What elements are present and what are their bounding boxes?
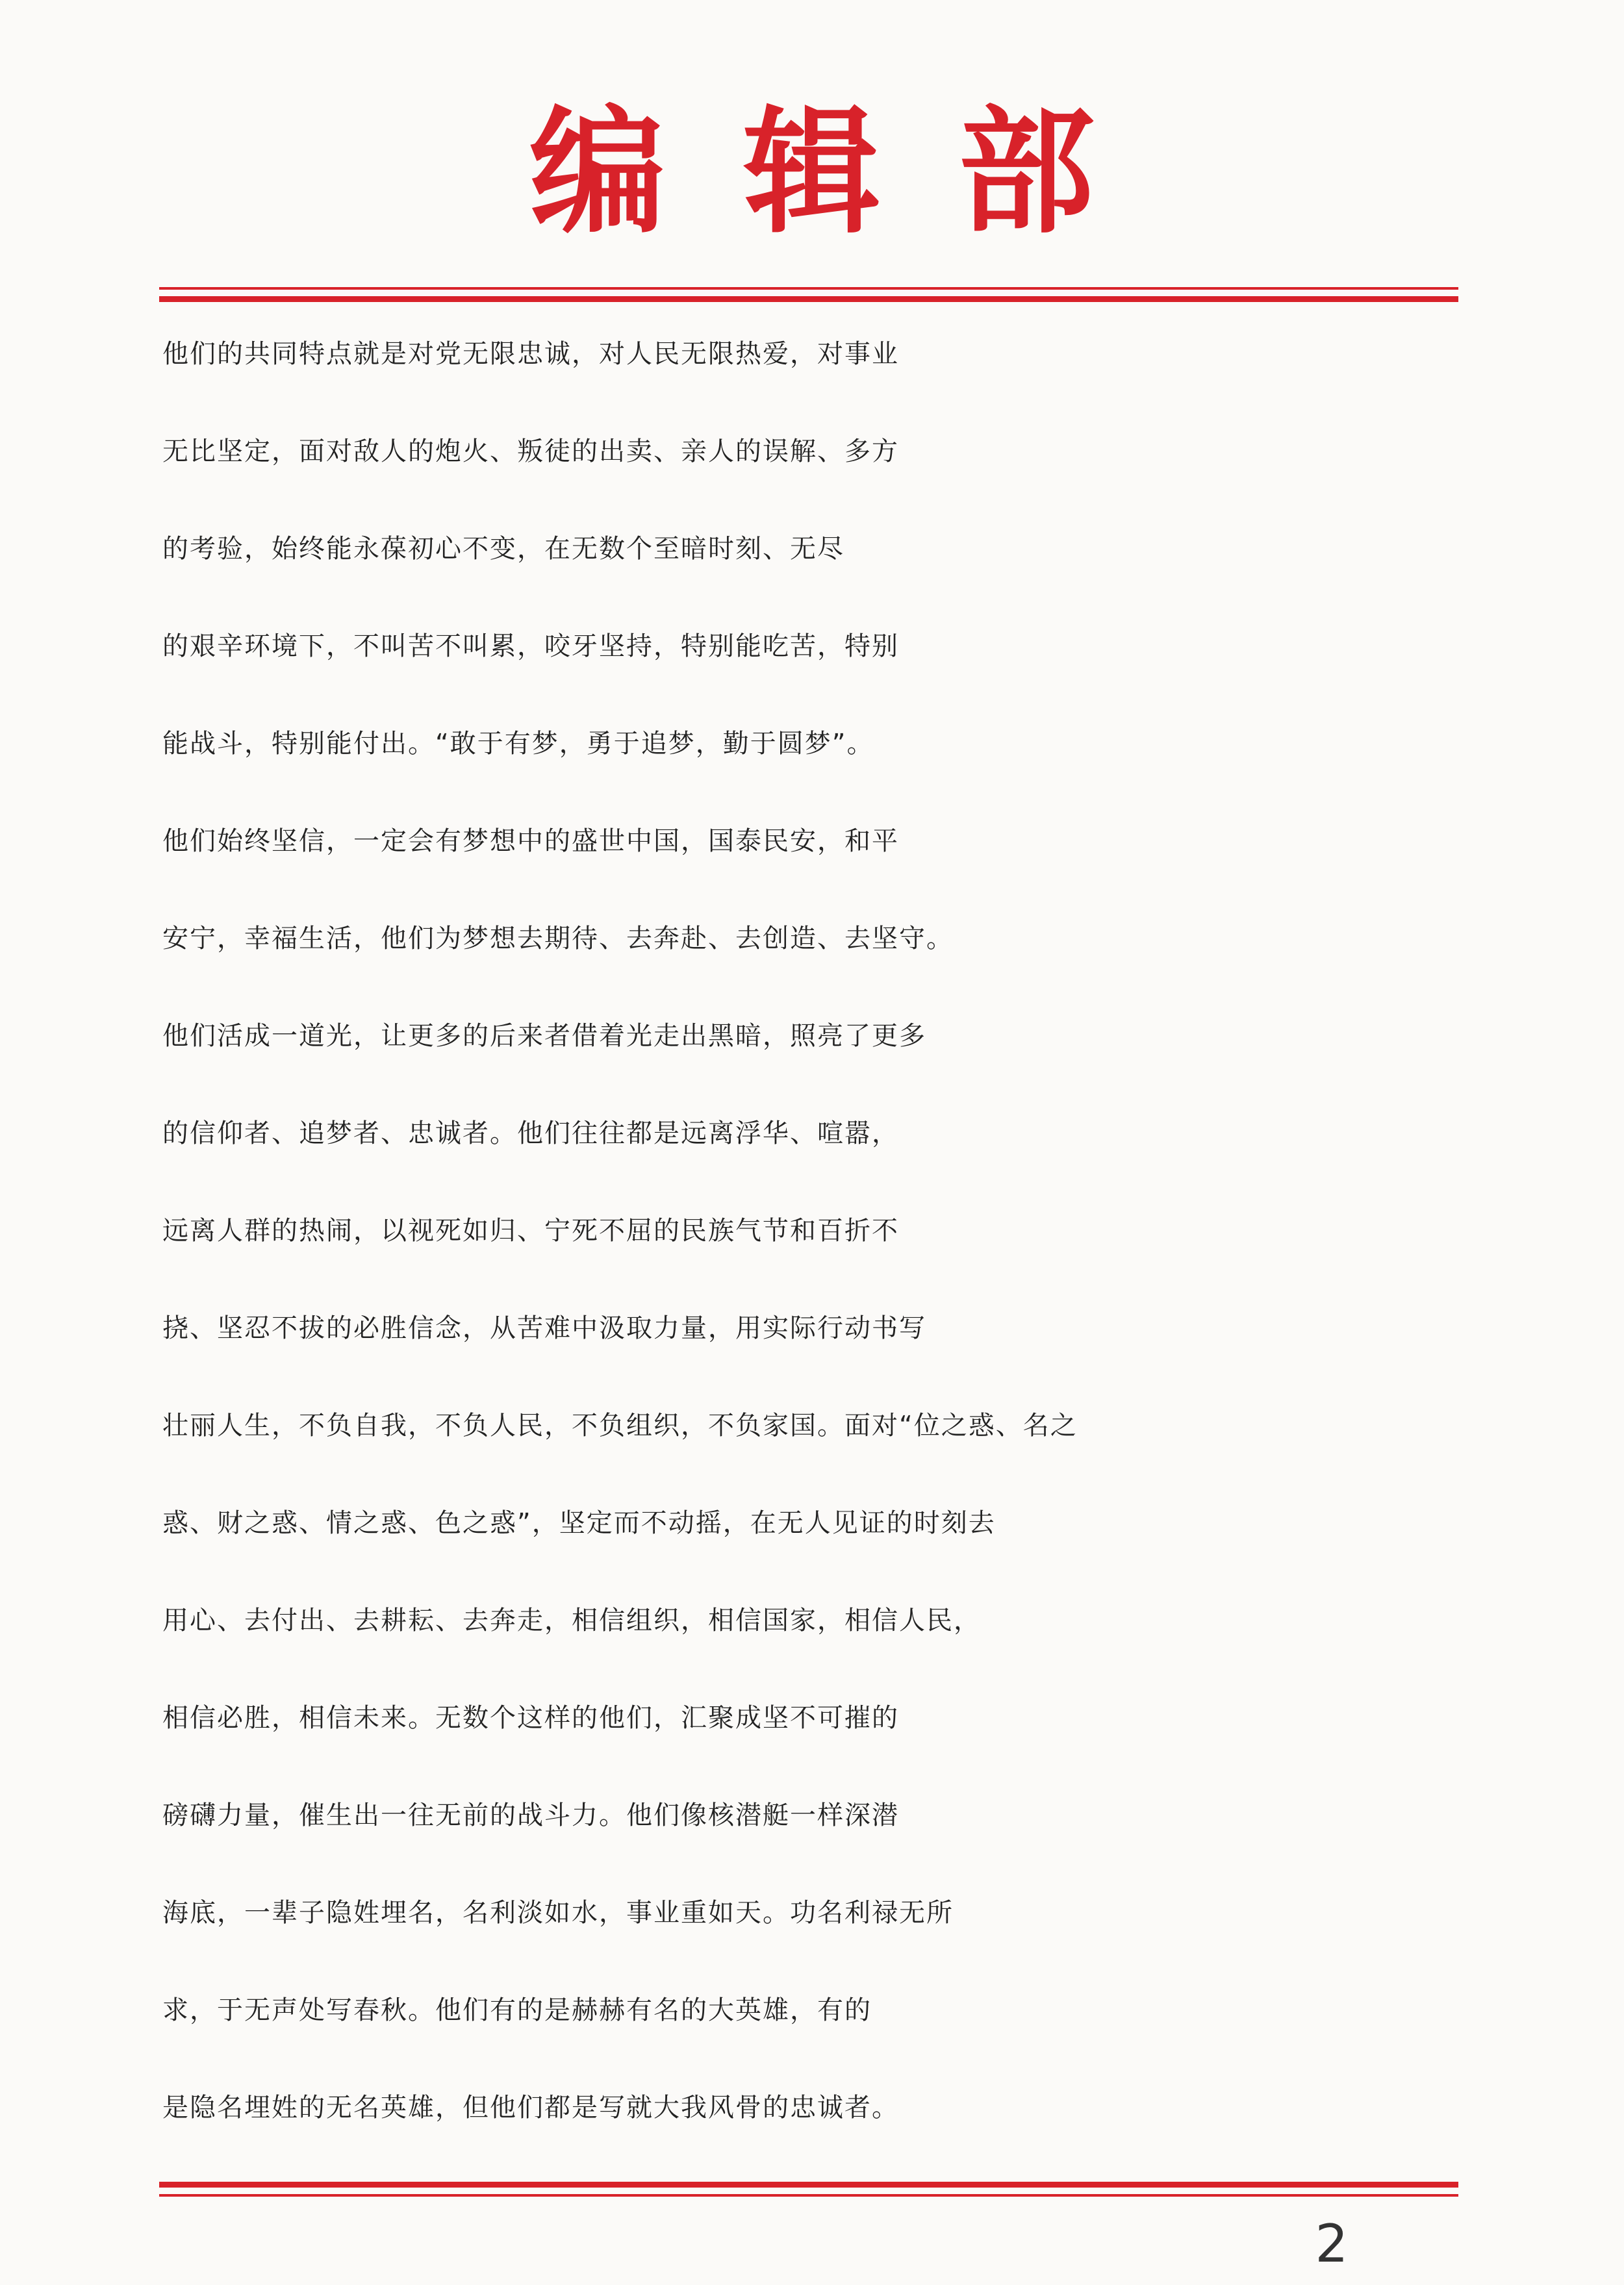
text-line: 安宁，幸福生活，他们为梦想去期待、去奔赴、去创造、去坚守。 [162,924,954,953]
text-line: 用心、去付出、去耕耘、去奔走，相信组织，相信国家，相信人民， [162,1606,981,1635]
text-line: 挠、坚忍不拔的必胜信念，从苦难中汲取力量，用实际行动书写 [162,1313,926,1343]
footer-rule-thin [159,2194,1458,2197]
text-line: 远离人群的热闹，以视死如归、宁死不屈的民族气节和百折不 [162,1216,899,1246]
text-line: 求，于无声处写春秋。他们有的是赫赫有名的大英雄，有的 [162,1995,872,2025]
text-line: 他们活成一道光，让更多的后来者借着光走出黑暗，照亮了更多 [162,1021,926,1051]
page-number: 2 [1315,2214,1349,2274]
page-title: 编辑部 [529,92,1173,252]
text-line: 的艰辛环境下，不叫苦不叫累，咬牙坚持，特别能吃苦，特别 [162,631,899,661]
text-line: 能战斗，特别能付出。“敢于有梦，勇于追梦，勤于圆梦”。 [162,729,874,759]
text-line: 的信仰者、追梦者、忠诚者。他们往往都是远离浮华、喧嚣， [162,1118,899,1148]
text-line: 惑、财之惑、情之惑、色之惑”，坚定而不动摇，在无人见证的时刻去 [162,1508,996,1538]
footer-rule-thick [159,2182,1458,2188]
text-line: 相信必胜，相信未来。无数个这样的他们，汇聚成坚不可摧的 [162,1703,899,1733]
text-line: 他们的共同特点就是对党无限忠诚，对人民无限热爱，对事业 [162,339,899,369]
text-line: 海底，一辈子隐姓埋名，名利淡如水，事业重如天。功名利禄无所 [162,1898,954,1928]
text-line: 是隐名埋姓的无名英雄，但他们都是写就大我风骨的忠诚者。 [162,2093,899,2123]
text-line: 壮丽人生，不负自我，不负人民，不负组织，不负家国。面对“位之惑、名之 [162,1411,1078,1441]
text-line: 他们始终坚信，一定会有梦想中的盛世中国，国泰民安，和平 [162,826,899,856]
text-line: 无比坚定，面对敌人的炮火、叛徒的出卖、亲人的误解、多方 [162,436,899,466]
text-line: 磅礴力量，催生出一往无前的战斗力。他们像核潜艇一样深潜 [162,1800,899,1830]
text-line: 的考验，始终能永葆初心不变，在无数个至暗时刻、无尽 [162,534,844,564]
